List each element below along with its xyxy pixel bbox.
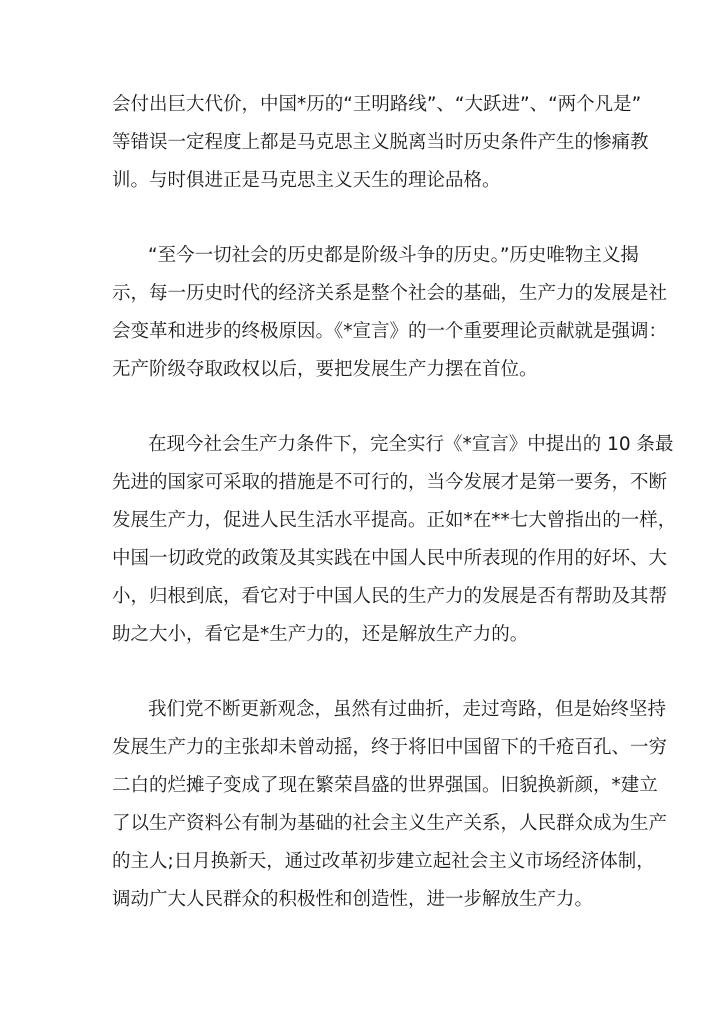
paragraph-line: 发展生产力，促进人民生活水平提高。正如*在**七大曾指出的一样， xyxy=(112,510,677,531)
paragraph-line: 在现今社会生产力条件下，完全实行《*宣言》中提出的 10 条最 xyxy=(148,434,674,455)
paragraph-line: 无产阶级夺取政权以后，要把发展生产力摆在首位。 xyxy=(112,359,538,380)
paragraph-line: 先进的国家可采取的措施是不可行的，当今发展才是第一要务，不断 xyxy=(112,472,668,493)
paragraph-line: 小，归根到底，看它对于中国人民的生产力的发展是否有帮助及其帮 xyxy=(112,586,668,607)
paragraph-line: 调动广大人民群众的积极性和创造性，进一步解放生产力。 xyxy=(112,889,594,910)
paragraph-line: 等错误一定程度上都是马克思主义脱离当时历史条件产生的惨痛教 xyxy=(112,132,649,153)
paragraph-line: 会变革和进步的终极原因。《*宣言》的一个重要理论贡献就是强调： xyxy=(112,321,668,342)
paragraph-line: 二白的烂摊子变成了现在繁荣昌盛的世界强国。旧貌换新颜，*建立 xyxy=(112,775,658,796)
paragraph-line: 的主人;日月换新天，通过改革初步建立起社会主义市场经济体制， xyxy=(112,851,655,872)
paragraph-line: 会付出巨大代价，中国*历的“王明路线”、“大跃进”、“两个凡是” xyxy=(112,94,642,115)
paragraph-line: “至今一切社会的历史都是阶级斗争的历史。”历史唯物主义揭 xyxy=(148,245,639,266)
paragraph-line: 训。与时俱进正是马克思主义天生的理论品格。 xyxy=(112,170,501,191)
paragraph-line: 我们党不断更新观念，虽然有过曲折，走过弯路，但是始终坚持 xyxy=(148,699,667,720)
paragraph-line: 示，每一历史时代的经济关系是整个社会的基础，生产力的发展是社 xyxy=(112,283,668,304)
paragraph-line: 发展生产力的主张却未曾动摇，终于将旧中国留下的千疮百孔、一穷 xyxy=(112,737,668,758)
paragraph-line: 了以生产资料公有制为基础的社会主义生产关系，人民群众成为生产 xyxy=(112,813,668,834)
paragraph-line: 助之大小，看它是*生产力的，还是解放生产力的。 xyxy=(112,624,529,645)
paragraph-line: 中国一切政党的政策及其实践在中国人民中所表现的作用的好坏、大 xyxy=(112,548,668,569)
